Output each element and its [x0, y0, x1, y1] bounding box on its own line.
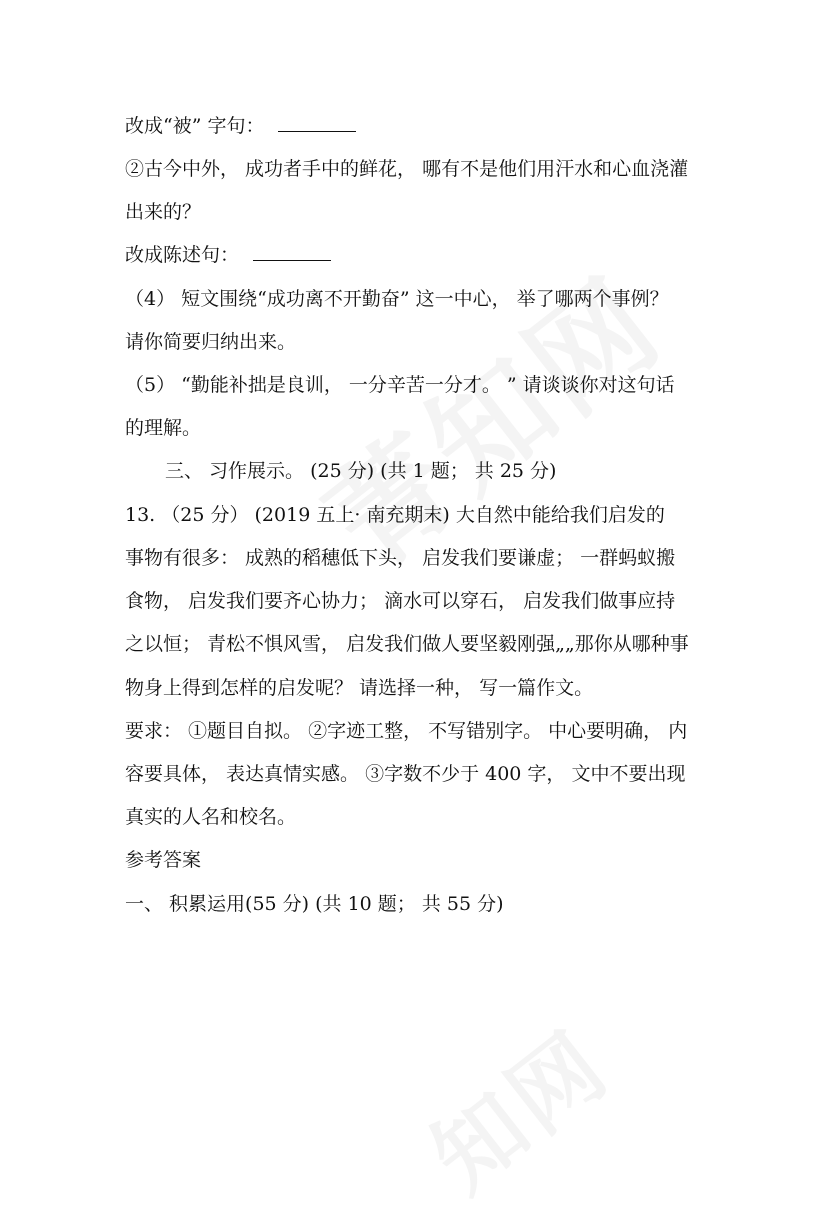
question-5-cont: 的理解。 — [125, 417, 202, 439]
answer-blank[interactable] — [278, 117, 356, 132]
line-sentence-2: ②古今中外， 成功者手中的鲜花， 哪有不是他们用汗水和心血浇灌 — [125, 158, 689, 180]
line-declarative-prompt — [125, 243, 331, 267]
question-13-line-5: 物身上得到怎样的启发呢？ 请选择一种， 写一篇作文。 — [125, 677, 594, 699]
requirements-line-2: 容要具体， 表达真情实感。 ③字数不少于 400 字， 文中不要出现 — [125, 763, 686, 785]
line-text: 改成陈述句： — [125, 244, 240, 266]
line-text: 改成“被” 字句： — [125, 115, 265, 137]
question-4: （4） 短文围绕“成功离不开勤奋” 这一中心， 举了哪两个事例？ — [125, 288, 669, 310]
line-passive-prompt — [125, 114, 356, 138]
question-13-line-2: 事物有很多： 成熟的稻穗低下头， 启发我们要谦虚； 一群蚂蚁搬 — [125, 547, 676, 569]
requirements-line-1: 要求： ①题目自拟。 ②字迹工整， 不写错别字。 中心要明确， 内 — [125, 720, 688, 742]
question-13-line-4: 之以恒； 青松不惧风雪， 启发我们做人要坚毅刚强„„那你从哪种事 — [125, 633, 689, 655]
requirements-line-3: 真实的人名和校名。 — [125, 806, 297, 828]
section-1-heading: 一、 积累运用(55 分) (共 10 题； 共 55 分) — [125, 893, 504, 915]
section-3-heading: 三、 习作展示。 (25 分) (共 1 题； 共 25 分) — [165, 460, 557, 482]
question-13-line-3: 食物， 启发我们要齐心协力； 滴水可以穿石， 启发我们做事应持 — [125, 590, 676, 612]
answer-key-heading: 参考答案 — [125, 849, 202, 871]
question-5: （5） “勤能补拙是良训， 一分辛苦一分才。 ” 请谈谈你对这句话 — [125, 374, 675, 396]
watermark-bottom — [400, 995, 631, 1215]
line-sentence-2-cont: 出来的？ — [125, 201, 202, 223]
question-13: 13. （25 分） (2019 五上· 南充期末) 大自然中能给我们启发的 — [125, 504, 665, 526]
question-4-cont: 请你简要归纳出来。 — [125, 331, 297, 353]
answer-blank[interactable] — [253, 246, 331, 261]
